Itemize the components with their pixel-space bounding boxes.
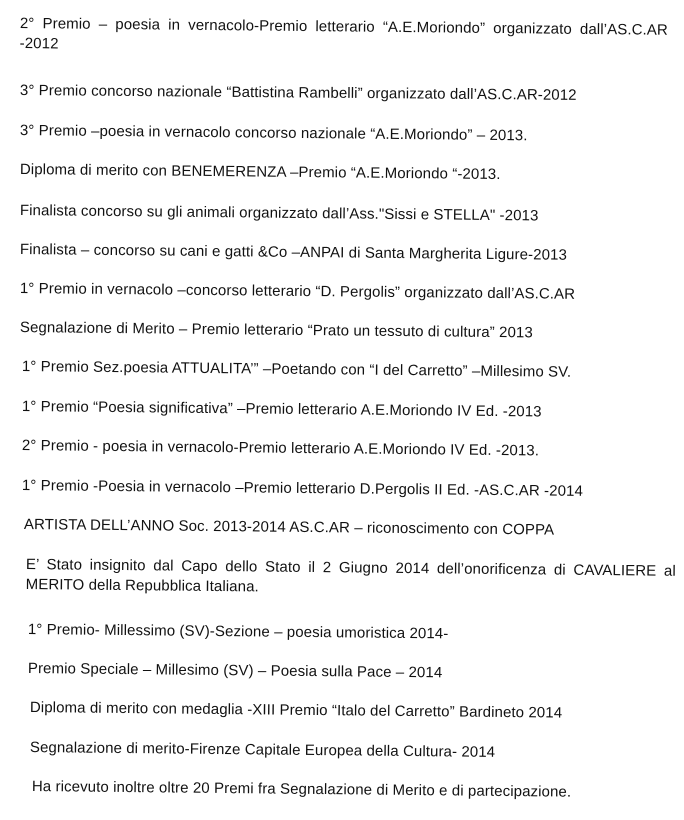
award-entry: Diploma di merito con medaglia -XIII Premio “Italo del Carretto” Bardineto 2014 xyxy=(29,698,563,722)
award-entry: 1° Premio -Poesia in vernacolo –Premio letterario D.Pergolis II Ed. -AS.C.AR -2014 xyxy=(21,476,584,500)
award-entry: 1° Premio Sez.poesia ATTUALITA’” –Poetando con “I del Carretto” –Millesimo SV. xyxy=(21,357,572,381)
award-entry: Diploma di merito con BENEMERENZA –Premio “A.E.Moriondo “-2013. xyxy=(19,160,501,184)
award-entry: 1° Premio- Millessimo (SV)-Sezione – poesia umoristica 2014- xyxy=(27,620,449,643)
award-entry: ARTISTA DELL’ANNO Soc. 2013-2014 AS.C.AR – riconoscimento con COPPA xyxy=(23,515,555,539)
award-entry: Segnalazione di merito-Firenze Capitale Europea della Cultura- 2014 xyxy=(29,738,496,761)
award-entry: Finalista – concorso su cani e gatti &Co –ANPAI di Santa Margherita Ligure-2013 xyxy=(19,240,568,264)
award-entry: 1° Premio in vernacolo –concorso letterario “D. Pergolis” organizzato dall’AS.C.AR xyxy=(19,279,576,303)
award-entry: 2° Premio - poesia in vernacolo-Premio letterario A.E.Moriondo IV Ed. -2013. xyxy=(21,436,540,460)
award-entry: Ha ricevuto inoltre oltre 20 Premi fra Segnalazione di Merito e di partecipazione. xyxy=(31,777,572,801)
award-entry: Premio Speciale – Millesimo (SV) – Poesia sulla Pace – 2014 xyxy=(27,659,443,682)
award-entry: 1° Premio “Poesia significativa” –Premio letterario A.E.Moriondo IV Ed. -2013 xyxy=(21,397,542,421)
award-entry: E’ Stato insignito dal Capo dello Stato il 2 Giugno 2014 dell’onorificenza di CAVALIERE al MERITO della Repubblica Italiana. xyxy=(25,555,676,596)
award-entry: 3° Premio –poesia in vernacolo concorso nazionale “A.E.Moriondo” – 2013. xyxy=(19,121,528,145)
award-entry: Finalista concorso su gli animali organizzato dall’Ass."Sissi e STELLA" -2013 xyxy=(19,201,539,225)
award-entry: 3° Premio concorso nazionale “Battistina Rambelli” organizzato dall’AS.C.AR-2012 xyxy=(19,81,577,104)
award-entry: Segnalazione di Merito – Premio letterario “Prato un tessuto di cultura” 2013 xyxy=(19,318,533,342)
award-entry: 2° Premio – poesia in vernacolo-Premio letterario “A.E.Moriondo” organizzato dall’AS.C.AR -2012 xyxy=(19,14,668,53)
